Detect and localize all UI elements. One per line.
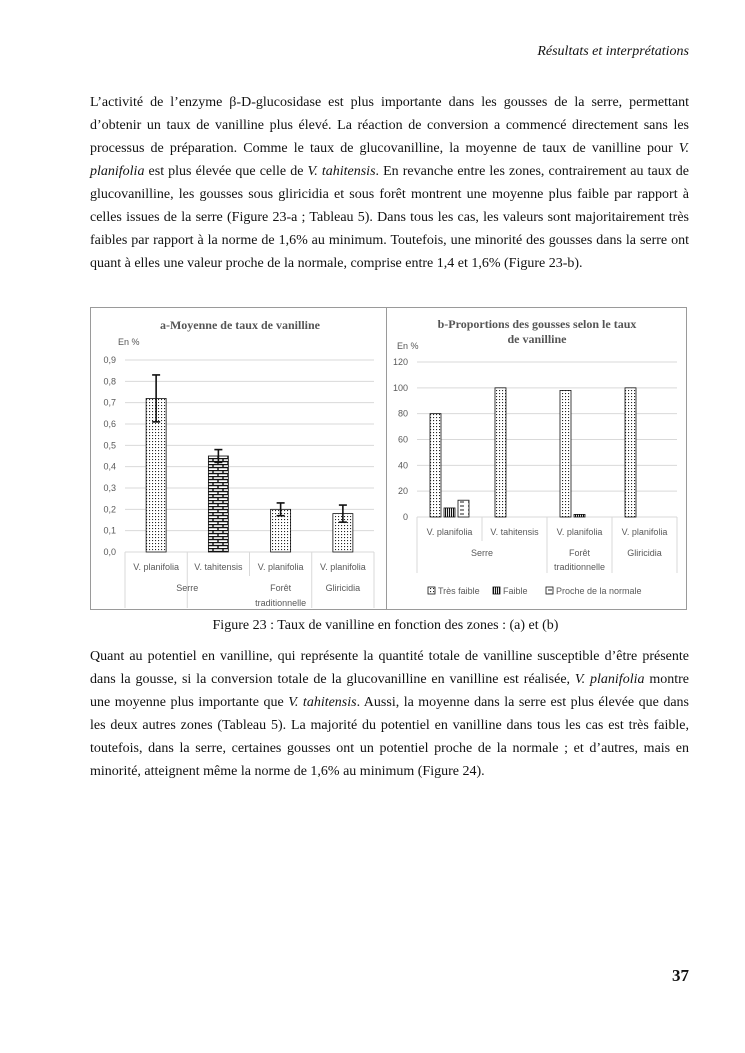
chart-b-category-label: V. planifolia (621, 527, 668, 537)
chart-b-title-line1: b-Proportions des gousses selon le taux (437, 317, 637, 331)
paragraph-2-species-2: V. tahitensis (288, 695, 357, 710)
running-header: Résultats et interprétations (537, 44, 689, 59)
chart-b-bar (574, 514, 585, 517)
chart-a-category-label: V. planifolia (257, 562, 304, 572)
chart-b-group-label-line2: traditionnelle (553, 562, 606, 572)
paragraph-2 (90, 645, 689, 783)
chart-a-ytick-label: 0,0 (103, 547, 116, 557)
paragraph-1-text-1: L’activité de l’enzyme β-D-glucosidase est plus importante dans les gousses de la serre, permettant d’obtenir un taux de vanilline plus élevé. La réaction de conversion a commencé directement sans les processus de préparation. Comme le taux de glucovanilline, la moyenne de taux de vanilline pour (90, 95, 689, 156)
chart-b-ytick-label: 120 (392, 357, 408, 367)
chart-a-ytick-label: 0,4 (103, 461, 116, 472)
chart-b-title-line2: de vanilline (507, 332, 567, 346)
paragraph-1-text-3: . En revanche entre les zones, contrairement au taux de glucovanilline, les gousses sous gliricidia et sous forêt montrent une moyenne plus faible par rapport à celles issues de la serre (Figure 23-a ; Tableau 5). Dans tous les cas, les valeurs sont majoritairement très faibles par rapport à la norme de 1,6% au minimum. Toutefois, une minorité des gousses dans la serre ont quant à elles une valeur proche de la normale, comprise entre 1,4 et 1,6% (Figure 23-b). (90, 164, 689, 271)
chart-b-category-label: V. planifolia (426, 527, 473, 537)
chart-b-ytick-label: 40 (397, 460, 408, 471)
chart-b-ytick-label: 80 (397, 408, 408, 419)
paragraph-1-species-2: V. tahitensis (307, 164, 376, 179)
paragraph-2-species-1: V. planifolia (574, 672, 645, 687)
chart-b-legend-label: Très faible (438, 586, 480, 596)
chart-b-legend-label: Proche de la normale (556, 586, 642, 596)
chart-b-bar (430, 414, 441, 517)
chart-b-proportions-gousses (387, 308, 686, 609)
chart-b-ytick-label: 20 (397, 486, 408, 497)
paragraph-1-text-2: est plus élevée que celle de (144, 164, 308, 179)
chart-b-legend-swatch (493, 587, 500, 594)
page-number: 37 (672, 966, 689, 985)
chart-a-ytick-label: 0,6 (103, 419, 116, 429)
chart-a-category-label: V. tahitensis (194, 562, 243, 572)
chart-b-ytick-label: 60 (397, 434, 408, 445)
chart-a-title: a-Moyenne de taux de vanilline (159, 318, 321, 332)
chart-b-group-label: Serre (470, 548, 494, 558)
chart-b-bar (444, 508, 455, 517)
chart-a-ytick-label: 0,3 (103, 483, 116, 493)
paragraph-2-text-1: Quant au potentiel en vanilline, qui représente la quantité totale de vanilline susceptible d’être présente dans la gousse, si la conversion totale de la glucovanilline en vanilline est réalisée, (90, 649, 689, 687)
chart-b-group-label-line1: Forêt (568, 548, 591, 558)
chart-b-legend-swatch (546, 587, 553, 594)
paragraph-2-text-3: . Aussi, la moyenne dans la serre est plus élevée que dans les deux autres zones (Tableau 5). La majorité du potentiel en vanilline dans tous les cas est très faible, toutefois, dans la serre, certaines gousses ont un potentiel proche de la normale ; et d’autres, mais en minorité, atteignent même la norme de 1,6% au minimum (Figure 24). (90, 695, 689, 779)
chart-a-ytick-label: 0,1 (103, 525, 116, 536)
chart-a-category-label: V. planifolia (320, 562, 366, 572)
chart-a-ytick-label: 0,8 (103, 376, 116, 387)
chart-b-bar (560, 390, 571, 517)
chart-b-bar (625, 388, 636, 517)
chart-a-ytick-label: 0,2 (103, 504, 116, 515)
chart-a-group-label: Gliricidia (325, 583, 361, 593)
chart-b-legend-label: Faible (503, 586, 528, 596)
paragraph-2-text-2: montre une moyenne plus importante que (90, 672, 690, 710)
chart-b-ytick-label: 100 (392, 382, 408, 393)
chart-a-ylabel: En % (118, 337, 140, 347)
chart-a-group-label-line2: traditionnelle (255, 598, 307, 608)
chart-a-moyenne-vanilline (91, 308, 386, 609)
chart-b-category-label: V. tahitensis (490, 527, 539, 537)
chart-b-ylabel: En % (397, 341, 419, 351)
chart-a-group-label-line1: Forêt (270, 583, 292, 593)
chart-a-ytick-label: 0,7 (103, 397, 116, 408)
chart-b-bar (495, 388, 506, 517)
chart-a-group-label: Serre (176, 583, 199, 593)
chart-a-category-label: V. planifolia (133, 562, 179, 572)
chart-a-ytick-label: 0,9 (103, 355, 116, 365)
paragraph-1-species-1: V. planifolia (90, 141, 689, 179)
chart-b-group-label: Gliricidia (627, 548, 662, 558)
paragraph-1 (90, 91, 689, 275)
figure-caption: Figure 23 : Taux de vanilline en fonction des zones : (a) et (b) (212, 618, 559, 633)
chart-a-ytick-label: 0,5 (103, 440, 116, 451)
chart-b-legend-swatch (428, 587, 435, 594)
chart-b-bar (458, 500, 469, 517)
chart-a-bar (208, 456, 228, 552)
chart-b-category-label: V. planifolia (556, 527, 603, 537)
chart-b-ytick-label: 0 (402, 512, 408, 522)
